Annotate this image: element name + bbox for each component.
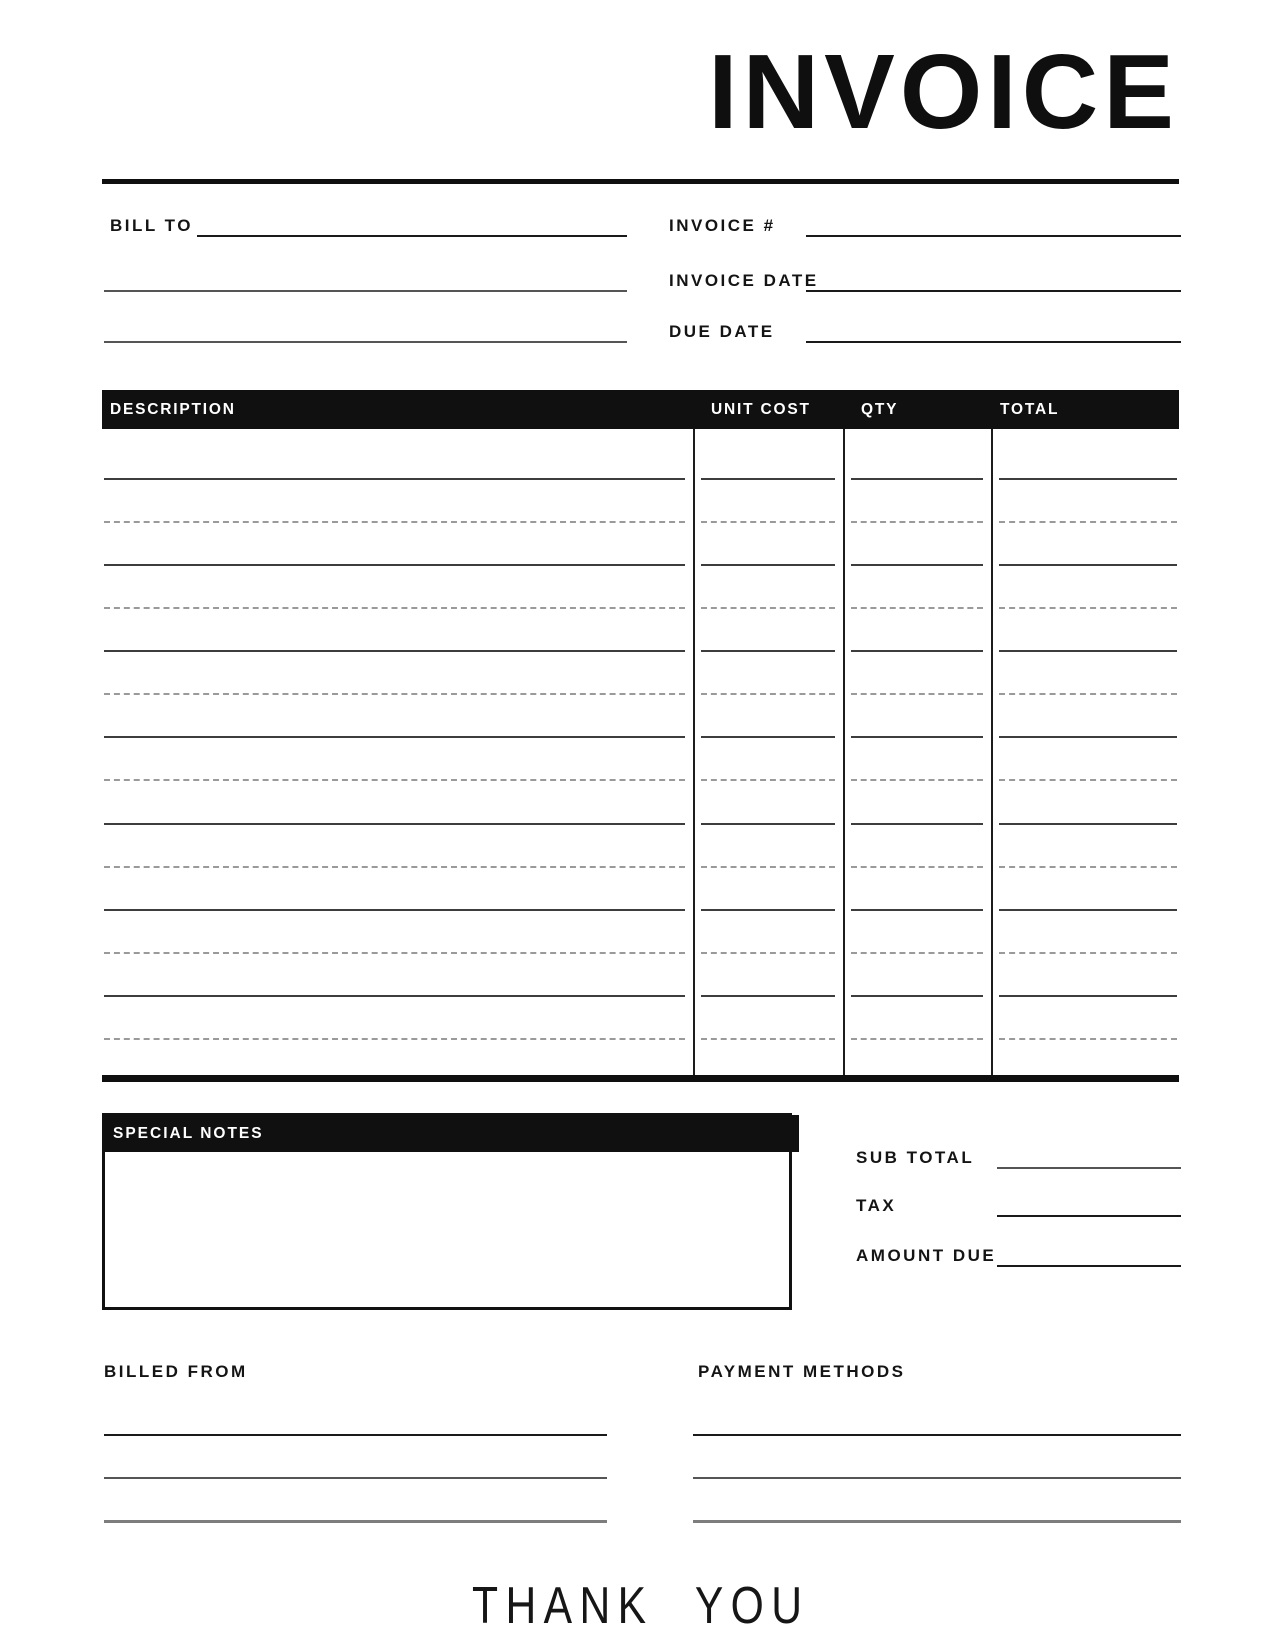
column-divider-2 [843, 429, 845, 1075]
bill-to-line-3[interactable] [104, 341, 627, 343]
table-cell-line[interactable] [851, 823, 983, 825]
table-cell-line[interactable] [851, 693, 983, 695]
payment-methods-label: PAYMENT METHODS [698, 1362, 906, 1381]
sub-total-line[interactable] [997, 1167, 1181, 1169]
page-title: INVOICE [708, 33, 1179, 151]
table-cell-line[interactable] [999, 564, 1177, 566]
payment-methods-line-2[interactable] [693, 1477, 1181, 1479]
col-unit-cost-header: UNIT COST [711, 401, 811, 418]
col-description-header: DESCRIPTION [110, 401, 236, 418]
table-cell-line[interactable] [851, 866, 983, 868]
billed-from-line-3[interactable] [104, 1520, 607, 1523]
table-cell-line[interactable] [999, 1038, 1177, 1040]
table-cell-line[interactable] [999, 521, 1177, 523]
table-cell-line[interactable] [701, 650, 835, 652]
col-qty-header: QTY [861, 401, 899, 418]
table-cell-line[interactable] [851, 607, 983, 609]
due-date-line[interactable] [806, 341, 1181, 343]
invoice-date-line[interactable] [806, 290, 1181, 292]
table-cell-line[interactable] [701, 607, 835, 609]
bill-to-line-1[interactable] [197, 235, 627, 237]
billed-from-label: BILLED FROM [104, 1362, 248, 1381]
special-notes-header [104, 1115, 799, 1152]
col-total-header: TOTAL [1000, 401, 1060, 418]
sub-total-label: SUB TOTAL [856, 1148, 975, 1167]
table-cell-line[interactable] [104, 952, 685, 954]
table-cell-line[interactable] [999, 736, 1177, 738]
table-cell-line[interactable] [104, 779, 685, 781]
table-cell-line[interactable] [851, 564, 983, 566]
table-cell-line[interactable] [701, 995, 835, 997]
table-cell-line[interactable] [701, 736, 835, 738]
column-divider-1 [693, 429, 695, 1075]
tax-line[interactable] [997, 1215, 1181, 1217]
due-date-label: DUE DATE [669, 322, 775, 341]
table-cell-line[interactable] [104, 736, 685, 738]
invoice-number-line[interactable] [806, 235, 1181, 237]
column-divider-3 [991, 429, 993, 1075]
table-cell-line[interactable] [701, 693, 835, 695]
thank-you-text: THANK YOU [471, 1577, 810, 1635]
table-cell-line[interactable] [851, 650, 983, 652]
table-cell-line[interactable] [851, 736, 983, 738]
table-cell-line[interactable] [104, 650, 685, 652]
table-cell-line[interactable] [701, 909, 835, 911]
table-cell-line[interactable] [999, 995, 1177, 997]
table-cell-line[interactable] [851, 521, 983, 523]
table-cell-line[interactable] [104, 478, 685, 480]
items-table-body [102, 429, 1179, 1075]
table-cell-line[interactable] [999, 909, 1177, 911]
table-cell-line[interactable] [104, 995, 685, 997]
table-cell-line[interactable] [104, 909, 685, 911]
table-cell-line[interactable] [851, 909, 983, 911]
table-cell-line[interactable] [104, 1038, 685, 1040]
special-notes-content[interactable] [105, 1152, 789, 1307]
table-cell-line[interactable] [851, 478, 983, 480]
table-cell-line[interactable] [701, 564, 835, 566]
table-cell-line[interactable] [104, 866, 685, 868]
table-bottom-rule [102, 1075, 1179, 1082]
invoice-number-label: INVOICE # [669, 216, 776, 235]
special-notes-label: SPECIAL NOTES [113, 1124, 264, 1142]
table-cell-line[interactable] [999, 650, 1177, 652]
table-cell-line[interactable] [701, 521, 835, 523]
table-cell-line[interactable] [999, 779, 1177, 781]
bill-to-line-2[interactable] [104, 290, 627, 292]
table-cell-line[interactable] [999, 693, 1177, 695]
special-notes-box [102, 1113, 792, 1310]
table-cell-line[interactable] [999, 866, 1177, 868]
billed-from-line-1[interactable] [104, 1434, 607, 1436]
table-cell-line[interactable] [999, 478, 1177, 480]
billed-from-line-2[interactable] [104, 1477, 607, 1479]
table-cell-line[interactable] [701, 866, 835, 868]
table-cell-line[interactable] [999, 823, 1177, 825]
table-cell-line[interactable] [104, 521, 685, 523]
table-cell-line[interactable] [851, 1038, 983, 1040]
invoice-date-label: INVOICE DATE [669, 271, 819, 290]
table-cell-line[interactable] [701, 779, 835, 781]
amount-due-label: AMOUNT DUE [856, 1246, 997, 1265]
table-cell-line[interactable] [851, 952, 983, 954]
table-cell-line[interactable] [104, 693, 685, 695]
table-cell-line[interactable] [104, 607, 685, 609]
payment-methods-line-3[interactable] [693, 1520, 1181, 1523]
payment-methods-line-1[interactable] [693, 1434, 1181, 1436]
table-cell-line[interactable] [999, 952, 1177, 954]
table-cell-line[interactable] [851, 779, 983, 781]
table-cell-line[interactable] [701, 1038, 835, 1040]
table-cell-line[interactable] [701, 952, 835, 954]
tax-label: TAX [856, 1196, 897, 1215]
table-cell-line[interactable] [701, 823, 835, 825]
bill-to-label: BILL TO [110, 216, 193, 235]
table-cell-line[interactable] [104, 564, 685, 566]
header-rule [102, 179, 1179, 184]
table-cell-line[interactable] [999, 607, 1177, 609]
amount-due-line[interactable] [997, 1265, 1181, 1267]
items-table-header [102, 390, 1179, 429]
table-cell-line[interactable] [701, 478, 835, 480]
table-cell-line[interactable] [851, 995, 983, 997]
table-cell-line[interactable] [104, 823, 685, 825]
